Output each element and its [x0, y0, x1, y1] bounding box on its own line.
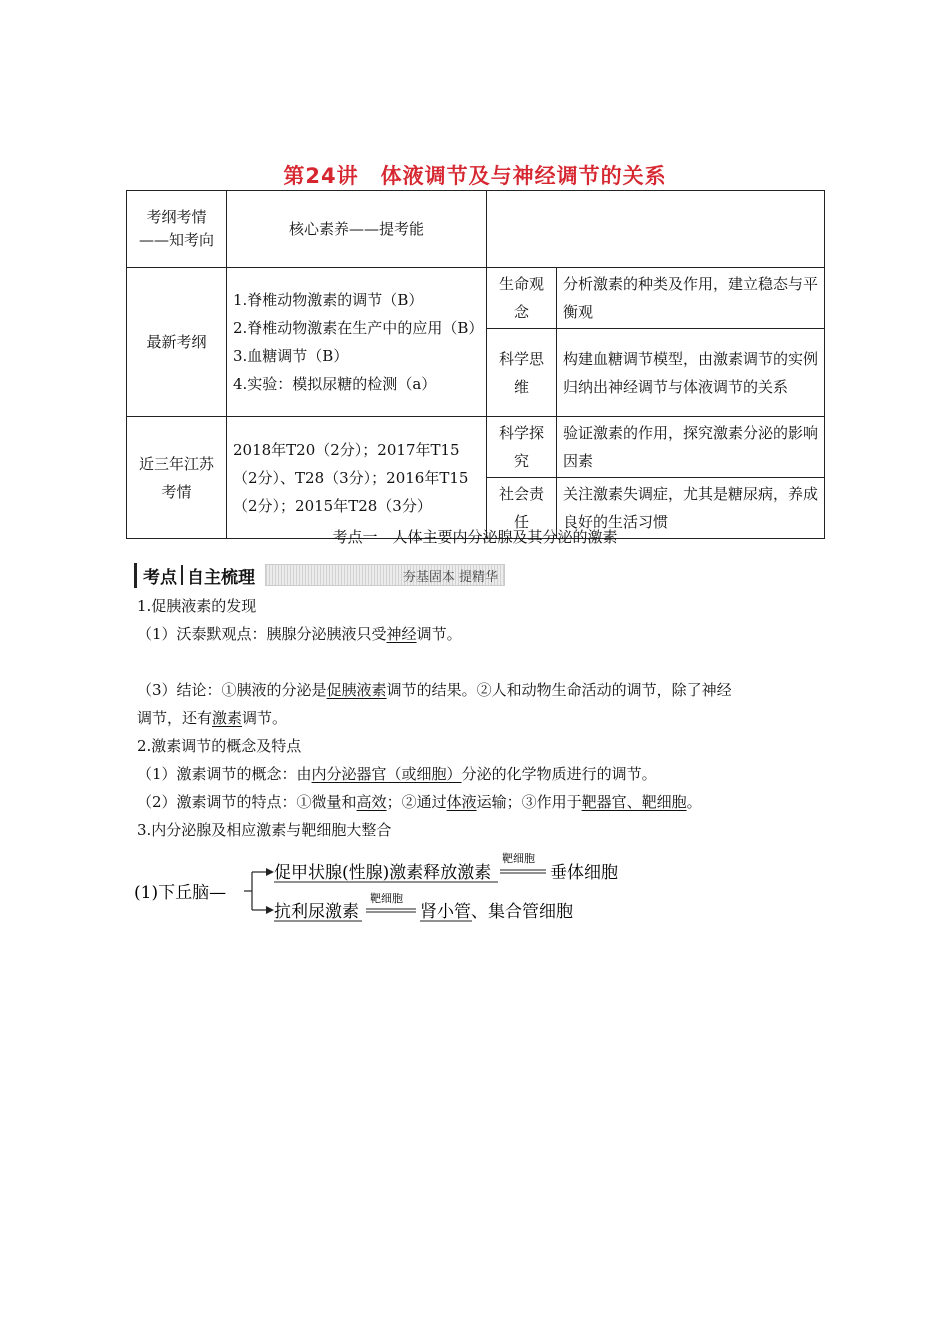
s1-p1 [137, 620, 462, 648]
diagram-root: (1)下丘脑— [134, 883, 227, 903]
literacy-desc: 构建血糖调节模型，由激素调节的实例归纳出神经调节与体液调节的关系 [557, 329, 825, 417]
s1-p1-text: 调节。 [416, 625, 462, 643]
answer-blank: 内分泌器官（或细胞） [311, 765, 462, 783]
branch1-arrow-label: 靶细胞 [502, 852, 535, 865]
row-latest-outline-label: 最新考纲 [127, 268, 227, 417]
branch1-hormone: 促甲状腺(性腺)激素释放激素 [274, 863, 492, 883]
header-empty-cell [487, 191, 825, 268]
hypothalamus-diagram [134, 850, 654, 930]
s2-title: 2.激素调节的概念及特点 [137, 737, 302, 755]
literacy-desc: 关注激素失调症，尤其是糖尿病，养成良好的生活习惯 [557, 478, 825, 539]
literacy-name: 科学探究 [487, 417, 557, 478]
literacy-name: 社会责任 [487, 478, 557, 539]
branch2-target-rest: 、集合管细胞 [471, 902, 573, 922]
s1-p3-cont [137, 704, 287, 732]
header-exam-outline: 考纲考情——知考向 [127, 191, 227, 268]
outline-item: 3.血糖调节（B） [233, 347, 349, 365]
outline-item: 4.实验：模拟尿糖的检测（a） [233, 375, 437, 393]
banner-part1: 考点 [143, 567, 177, 588]
outline-item: 1.脊椎动物激素的调节（B） [233, 291, 424, 309]
branch2-hormone: 抗利尿激素 [274, 902, 359, 922]
banner-part2: 自主梳理 [187, 567, 255, 588]
branch2-target-underlined: 肾小管 [420, 902, 471, 922]
s1-p3-text: 调节，还有 [137, 709, 213, 727]
row-recent-jiangsu-text: 2018年T20（2分）；2017年T15（2分）、T28（3分）；2016年T15（2分）；2015年T28（3分） [227, 417, 487, 539]
arrow-right-icon [266, 868, 274, 876]
row-latest-outline-items [227, 268, 487, 417]
branch2-target [420, 901, 573, 922]
s1-p3-text: （3）结论：①胰液的分泌是 [137, 681, 327, 699]
s2-p2-text: 运输；③作用于 [476, 793, 582, 811]
s1-p1-text: （1）沃泰默观点：胰腺分泌胰液只受 [137, 625, 387, 643]
s2-p2-text: 。 [686, 793, 702, 811]
literacy-desc: 验证激素的作用，探究激素分泌的影响因素 [557, 417, 825, 478]
literacy-name: 科学思维 [487, 329, 557, 417]
page-title: 第24讲 体液调节及与神经调节的关系 [283, 164, 667, 188]
answer-blank: 体液 [446, 793, 477, 811]
answer-blank: 促胰液素 [326, 681, 387, 699]
answer-blank: 高效 [356, 793, 387, 811]
s2-p1-text: 分泌的化学物质进行的调节。 [461, 765, 657, 783]
answer-blank: 激素 [212, 709, 243, 727]
branch1-target: 垂体细胞 [550, 863, 618, 883]
outline-item: 2.脊椎动物激素在生产中的应用（B） [233, 319, 484, 337]
s2-p2-text: ；②通过 [386, 793, 447, 811]
kaodian-heading: 考点一 人体主要内分泌腺及其分泌的激素 [332, 528, 618, 546]
literacy-desc: 分析激素的种类及作用，建立稳态与平衡观 [557, 268, 825, 329]
s3-title: 3.内分泌腺及相应激素与靶细胞大整合 [137, 821, 392, 839]
s2-p1 [137, 760, 657, 788]
row-recent-jiangsu-label: 近三年江苏考情 [127, 417, 227, 539]
s1-p3-text: 调节。 [242, 709, 288, 727]
s2-p1-text: （1）激素调节的概念：由 [137, 765, 312, 783]
arrow-right-icon [266, 906, 274, 914]
exam-info-table [126, 190, 825, 539]
s1-p3-text: 调节的结果。②人和动物生命活动的调节，除了神经 [386, 681, 732, 699]
answer-blank: 神经 [386, 625, 417, 643]
literacy-name: 生命观念 [487, 268, 557, 329]
banner-subtitle: 夯基固本 提精华 [265, 564, 505, 586]
section-banner [134, 562, 505, 588]
answer-blank: 靶器官、靶细胞 [581, 793, 687, 811]
s2-p2 [137, 788, 702, 816]
banner-divider [181, 565, 183, 585]
banner-title [134, 563, 261, 588]
s2-p2-text: （2）激素调节的特点：①微量和 [137, 793, 357, 811]
s1-title: 1.促胰液素的发现 [137, 597, 257, 615]
header-core-literacy: 核心素养——提考能 [227, 191, 487, 268]
s1-p3 [137, 676, 732, 704]
branch2-arrow-label: 靶细胞 [370, 892, 403, 905]
